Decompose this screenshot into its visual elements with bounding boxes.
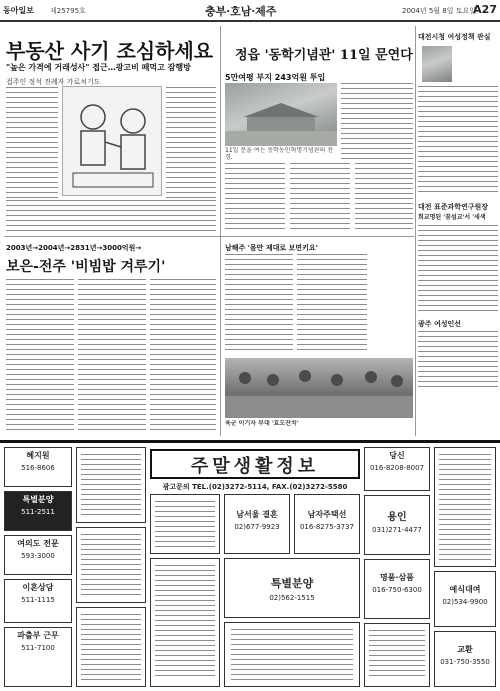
ad-mid-filler-1[interactable] [150, 494, 220, 554]
ad-left-3[interactable] [4, 535, 72, 575]
story4-body-col2 [297, 254, 367, 354]
story3-body-col3 [150, 279, 216, 434]
story2-body-col4 [355, 163, 413, 233]
ad-phone: 511-2511 [21, 508, 55, 516]
ads-banner-title: 주말생활정보 [190, 456, 320, 477]
sidebar [418, 24, 500, 367]
ad-title: 당신 [389, 451, 405, 460]
story2-body-col1 [341, 83, 413, 161]
ad-title: 이혼상담 [22, 583, 54, 592]
sidebar-top-label: 대전시청 여성정책 관실 [418, 33, 491, 41]
paper-name: 동아일보 [3, 6, 34, 15]
page-number: A27 [473, 3, 497, 16]
sidebar-box1-title: 대전 표준과학연구원장 [418, 203, 489, 211]
ads-banner-sub: 광고문의 TEL.(02)3272-5114, FAX.(02)3272-5580 [162, 483, 348, 491]
ad-right-tall[interactable] [434, 447, 496, 567]
ad-phone: 516-8606 [21, 464, 55, 472]
ad-grid-1[interactable] [76, 447, 146, 523]
story1-headline: 부동산 사기 조심하세요 [6, 39, 214, 63]
ad-mid-3[interactable] [224, 558, 360, 618]
seniors-feast-photo [225, 358, 413, 418]
story2-caption: 11일 문을 여는 동학농민혁명기념관의 전경. [225, 147, 334, 161]
ad-right-1[interactable] [364, 447, 430, 491]
story3-body-col1 [6, 279, 74, 434]
story2-subhead: 5만여평 부지 243억원 투입 [225, 73, 326, 82]
ad-phone: 031-750-3550 [440, 658, 490, 666]
ad-title: 남자주택선 [307, 510, 347, 519]
issue-date: 2004년 5월 8일 토요일 [402, 7, 476, 15]
ad-title: 특별분양 [22, 495, 54, 504]
ad-title: 남서울 결혼 [236, 510, 278, 519]
ad-left-4[interactable] [4, 579, 72, 623]
story3-body-col2 [78, 279, 146, 434]
ad-mid-filler-3[interactable] [224, 622, 360, 687]
ad-title: 교환 [457, 645, 473, 654]
ad-phone: 016-8208-8007 [369, 464, 425, 472]
story1-body-bottom [6, 200, 216, 232]
section-rule [4, 236, 414, 237]
sidebar-body-2 [418, 225, 498, 315]
ad-phone: 511-1115 [21, 596, 55, 604]
ad-phone: 031)271-4477 [372, 526, 422, 534]
cartoon-icon [63, 87, 163, 197]
ad-grid-3[interactable] [76, 607, 146, 687]
story3-headline: 보은-전주 '비빔밥 겨루기' [6, 259, 166, 275]
story4-caption: 육군 이기자 부대 '효도잔치' [225, 420, 299, 427]
ad-phone: 593-3000 [21, 552, 55, 560]
ad-title: 여의도 전문 [17, 539, 59, 548]
story4-body-col1 [225, 254, 293, 354]
sidebar-rule [415, 26, 416, 436]
story2-body-col3 [290, 163, 350, 233]
ad-phone: 02)677-9923 [234, 523, 280, 531]
ad-phone: 02)534-9900 [442, 598, 488, 606]
sidebar-box2-title: 광주 여성인선 [418, 320, 462, 328]
ad-mid-filler-2[interactable] [150, 558, 220, 687]
sidebar-body-1 [418, 86, 498, 196]
ad-right-5[interactable] [434, 631, 496, 687]
masthead [0, 0, 500, 22]
story1-subhead: "높은 가격에 거래성사" 접근…광고비 떼먹고 잠행방 [6, 63, 191, 72]
ad-title: 용인 [387, 512, 407, 523]
column-rule [220, 26, 221, 436]
ad-phone: 016-750-6300 [372, 586, 422, 594]
story2-body-col2 [225, 163, 285, 233]
building-icon [225, 83, 337, 146]
ad-right-3[interactable] [364, 559, 430, 619]
ad-phone: 02)562-1515 [269, 594, 315, 602]
ad-mid-2[interactable] [294, 494, 360, 554]
story3-kicker: 2003년→2004년→2831년→3000억원→ [6, 244, 142, 252]
sidebar-portrait [422, 46, 452, 82]
ad-title: 명품·삼품 [380, 573, 414, 582]
story1-byline: 접주인 정석 진례자 가로처기도 [6, 78, 101, 86]
story1-body-col2 [166, 87, 216, 199]
ad-title: 예식대여 [449, 585, 481, 594]
ad-grid-2[interactable] [76, 527, 146, 603]
people-icon [225, 358, 413, 418]
ads-banner [150, 449, 360, 479]
ad-right-4[interactable] [434, 571, 496, 627]
issue-number: 제25795호 [50, 7, 86, 15]
section-title: 충부·호남·제주 [205, 5, 277, 18]
cartoon-illustration [62, 86, 162, 196]
ad-mid-1[interactable] [224, 494, 290, 554]
ad-left-1[interactable] [4, 447, 72, 487]
ad-left-5[interactable] [4, 627, 72, 687]
ad-right-filler[interactable] [364, 623, 430, 687]
ad-phone: 511-7100 [21, 644, 55, 652]
ad-title: 혜지원 [26, 451, 50, 460]
story1-body-col1 [6, 87, 58, 199]
story2-headline: 정읍 '동학기념관' 11일 문연다 [235, 48, 413, 63]
ad-left-2[interactable] [4, 491, 72, 531]
story4-subhead: 남해주 '몸만 제대로 보면키요' [225, 244, 318, 252]
sidebar-body-3 [418, 331, 498, 391]
ad-title: 특별분양 [270, 577, 314, 590]
ad-title: 파출부 근무 [17, 631, 59, 640]
ad-right-2[interactable] [364, 495, 430, 555]
memorial-hall-photo [225, 83, 337, 146]
sidebar-box1-sub: 희교명된 '꿈섬교'서 '새색 [418, 214, 486, 221]
ad-phone: 016-8275-3737 [299, 523, 355, 531]
